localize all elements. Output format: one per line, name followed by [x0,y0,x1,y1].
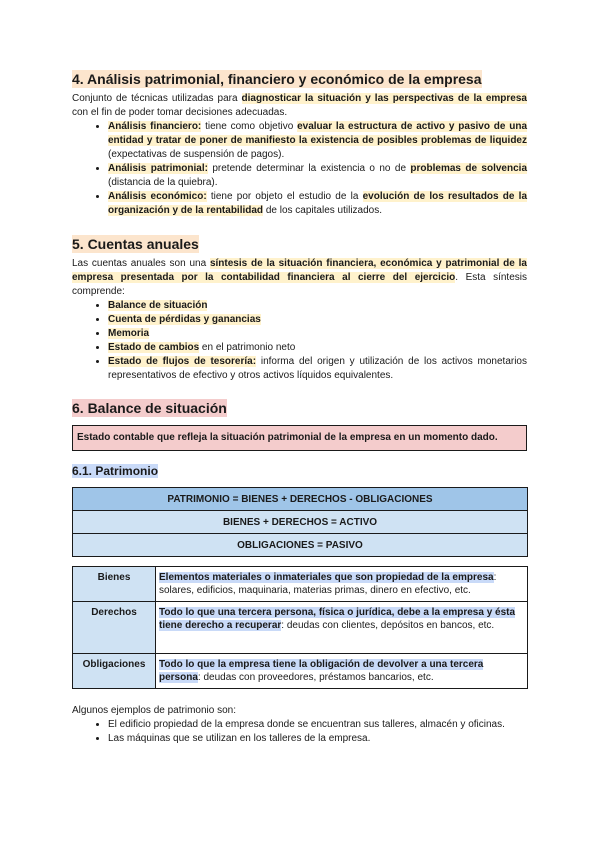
term: Estado de cambios [108,342,200,353]
list-item [108,313,527,327]
section-4 [72,71,527,218]
subsection-6-1 [72,462,527,480]
equations-table [72,487,527,557]
section-5-heading: 5. Cuentas anuales [72,236,199,252]
term: Análisis patrimonial: [108,163,208,174]
term: Balance de situación [108,300,208,311]
section-5-intro [72,257,527,299]
list-item: • Las máquinas que se utilizan en los talleres de la empresa. [108,732,527,746]
row-label: Derechos [73,602,156,654]
text: (distancia de la quiebra). [108,177,218,188]
definition-box: Estado contable que refleja la situación patrimonial de la empresa en un momento dado. [72,425,527,451]
highlight: evaluar la estructura de activo y pasivo de una entidad y tratar de poner de manifiesto la existencia de posibles problemas de liquidez [108,121,528,146]
text: en el patrimonio neto [199,342,296,353]
equation-activo: BIENES + DERECHOS = ACTIVO [73,511,528,534]
section-6 [72,400,527,418]
term: Memoria [108,328,150,339]
patrimonio-table [72,566,527,689]
table-row [73,602,528,654]
highlight: problemas de solvencia [410,163,528,174]
list-item [108,120,527,162]
intro-highlight: diagnosticar la situación y las perspectivas de la empresa [241,93,527,104]
text: tiene por objeto el estudio de la [206,191,363,202]
list-item [108,327,527,341]
intro-text-end: con el fin de poder tomar decisiones adecuadas. [72,107,288,118]
section-6-heading: 6. Balance de situación [72,400,227,416]
highlight: evolución de los resultados de la organización y de la rentabilidad [108,191,528,216]
highlight: Todo lo que una tercera persona, física o jurídica, debe a la empresa y ésta tiene derecho a recuperar [159,607,516,631]
text: Las cuentas anuales son una [72,258,210,269]
section-5 [72,236,527,383]
section-4-intro [72,92,527,120]
list-item [108,162,527,190]
row-content [156,654,528,689]
subsection-heading: 6.1. Patrimonio [72,464,159,478]
text: : solares, edificios, maquinaria, materias primas, dinero en efectivo, etc. [159,572,497,596]
accounts-list [72,299,527,383]
text: pretende determinar la existencia o no de [207,163,411,174]
text: informa del origen y utilización de los activos monetarios representativos de efectivo y otros activos líquidos equivalentes. [108,356,527,381]
list-item: • El edificio propiedad de la empresa donde se encuentran sus talleres, almacén y oficinas. [108,718,527,732]
text: tiene como objetivo [201,121,298,132]
highlight: síntesis de la situación financiera, económica y patrimonial de la empresa presentada por la contabilidad financiera al cierre del ejercicio [72,258,527,283]
equation-patrimonio: PATRIMONIO = BIENES + DERECHOS - OBLIGACIONES [73,488,528,511]
term: Cuenta de pérdidas y ganancias [108,314,261,325]
row-label: Obligaciones [73,654,156,689]
highlight: Elementos materiales o inmateriales que son propiedad de la empresa [159,572,494,583]
section-4-heading: 4. Análisis patrimonial, financiero y económico de la empresa [72,71,482,87]
examples [72,704,527,746]
list-item [108,299,527,313]
list-item [108,190,527,218]
term: Análisis económico: [108,191,207,202]
term: Estado de flujos de tesorería: [108,356,257,367]
equation-pasivo: OBLIGACIONES = PASIVO [73,534,528,557]
text: de los capitales utilizados. [263,205,383,216]
analysis-list [72,120,527,218]
row-content [156,567,528,602]
highlight: Todo lo que la empresa tiene la obligación de devolver a una tercera persona [159,659,484,683]
list-item [108,355,527,383]
text: . Esta síntesis comprende: [72,272,527,297]
examples-intro: Algunos ejemplos de patrimonio son: [72,705,236,716]
row-label: Bienes [73,567,156,602]
row-content [156,602,528,654]
intro-text: Conjunto de técnicas utilizadas para [72,93,242,104]
list-item [108,341,527,355]
examples-list [72,718,527,746]
text: (expectativas de suspensión de pagos). [108,149,285,160]
table-row [73,567,528,602]
table-row [73,654,528,689]
term: Análisis financiero: [108,121,202,132]
text: : deudas con proveedores, préstamos bancarios, etc. [197,672,434,683]
text: : deudas con clientes, depósitos en bancos, etc. [281,620,495,631]
